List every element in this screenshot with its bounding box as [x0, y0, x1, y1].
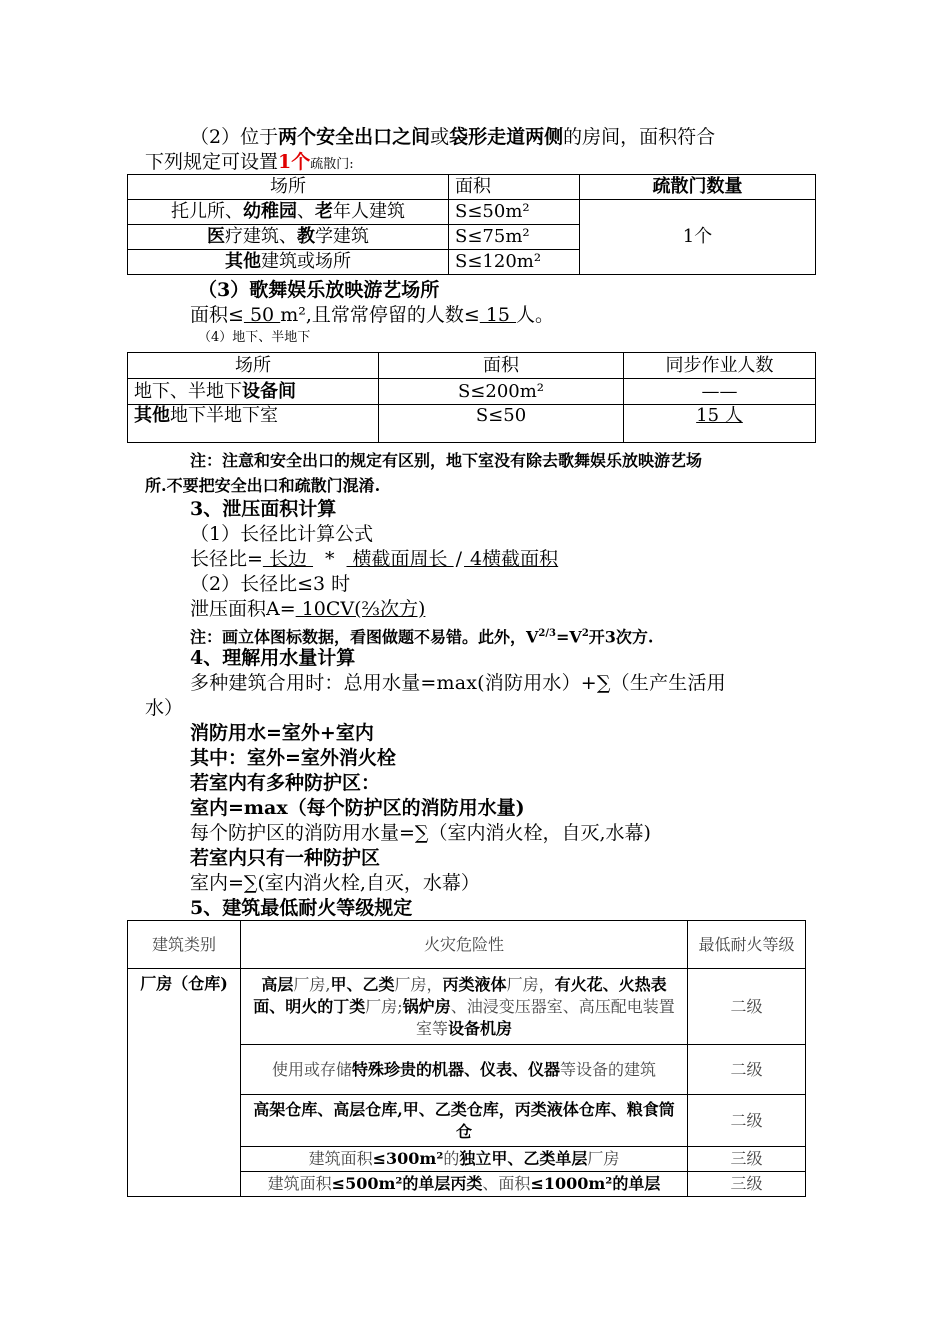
- s4-line9: 室内=∑(室内消火栓,自灭，水幕）: [190, 872, 480, 894]
- table-cell: 1个: [580, 200, 816, 275]
- table-cell: 其他地下半地下室: [128, 405, 379, 443]
- sec2-line1: [190, 125, 715, 149]
- text: 下列规定可设置: [145, 151, 279, 173]
- text: 的房间，面积符合: [563, 126, 716, 148]
- table-cell: 15 人: [624, 405, 816, 443]
- highlight-one: 1个: [278, 151, 311, 173]
- text: 人。: [516, 304, 555, 326]
- sec4-title: （4）地下、半地下: [198, 330, 311, 345]
- table-cell: 三级: [688, 1172, 806, 1197]
- text: 疏散门:: [310, 157, 354, 172]
- table-cell: 二级: [688, 969, 806, 1045]
- table-evacuation-doors: [127, 174, 816, 275]
- table-fire-rating: [127, 920, 806, 1197]
- text: m²,且常常停留的人数≤: [280, 304, 480, 326]
- sec2-line2: [145, 150, 354, 177]
- text: 面积≤: [190, 304, 244, 326]
- s4-title: 4、理解用水量计算: [190, 647, 356, 669]
- s4-line5: 若室内有多种防护区：: [190, 772, 381, 794]
- note1-line1: 注：注意和安全出口的规定有区别，地下室没有除去歌舞娱乐放映游艺场: [190, 451, 703, 470]
- value: 15: [479, 304, 517, 326]
- table-header: 最低耐火等级: [688, 921, 806, 969]
- s3-title: 3、泄压面积计算: [190, 498, 337, 520]
- table-cell: 三级: [688, 1147, 806, 1172]
- bold-text: 两个安全出口之间: [278, 126, 431, 148]
- s3-note: 注：画立体图标数据，看图做题不易错。此外，$V^{2/3}=V^2$开3次方.: [190, 627, 654, 647]
- s3-formula: 长径比= 长边 * 横截面周长 / 4横截面积: [190, 548, 559, 570]
- s3-sub2: （2）长径比≤3 时: [190, 573, 351, 595]
- sec3-line: [190, 303, 554, 327]
- s4-line1: 多种建筑合用时：总用水量=max(消防用水）+∑（生产生活用: [190, 672, 726, 694]
- table-header: 面积: [449, 175, 580, 200]
- s4-line8: 若室内只有一种防护区: [190, 847, 381, 869]
- table-header: 场所: [128, 175, 449, 200]
- table-cell: 使用或存储特殊珍贵的机器、仪表、仪器等设备的建筑: [241, 1045, 688, 1095]
- s3-sub1: （1）长径比计算公式: [190, 523, 374, 545]
- table-cell: 二级: [688, 1045, 806, 1095]
- table-cell: 其他建筑或场所: [128, 250, 449, 275]
- sec3-title: （3）歌舞娱乐放映游艺场所: [198, 279, 440, 301]
- table-cell: 建筑面积≤500m²的单层丙类、面积≤1000m²的单层: [241, 1172, 688, 1197]
- note1-line2: 所.不要把安全出口和疏散门混淆.: [145, 476, 381, 495]
- value: 50: [243, 304, 281, 326]
- table-header: 场所: [128, 353, 379, 379]
- s4-line2: 水）: [145, 697, 184, 719]
- table-cell: 医疗建筑、教学建筑: [128, 225, 449, 250]
- table-cell: 建筑面积≤300m²的独立甲、乙类单层厂房: [241, 1147, 688, 1172]
- table-basement: [127, 352, 816, 443]
- table-header: 建筑类别: [128, 921, 241, 969]
- table-cell: 高架仓库、高层仓库,甲、乙类仓库，丙类液体仓库、粮食筒仓: [241, 1095, 688, 1147]
- table-cell: 二级: [688, 1095, 806, 1147]
- s4-line4: 其中：室外=室外消火栓: [190, 747, 396, 769]
- table-cell: 地下、半地下设备间: [128, 379, 379, 405]
- table-cell: S≤120m²: [449, 250, 580, 275]
- table-cell-category: 厂房（仓库): [128, 969, 241, 1197]
- table-header: 火灾危险性: [241, 921, 688, 969]
- table-cell: 托儿所、幼稚园、老年人建筑: [128, 200, 449, 225]
- table-header: 面积: [379, 353, 624, 379]
- text: （2）位于: [190, 126, 279, 148]
- table-cell: S≤200m²: [379, 379, 624, 405]
- table-cell: S≤75m²: [449, 225, 580, 250]
- table-cell: ——: [624, 379, 816, 405]
- bold-text: 袋形走道两侧: [449, 126, 564, 148]
- table-header: 疏散门数量: [580, 175, 816, 200]
- table-cell: S≤50m²: [449, 200, 580, 225]
- table-cell: 高层厂房,甲、乙类厂房，丙类液体厂房，有火花、火热表面、明火的丁类厂房;锅炉房、油浸变压器室、高压配电装置室等设备机房: [241, 969, 688, 1045]
- table-header: 同步作业人数: [624, 353, 816, 379]
- text: 或: [430, 126, 450, 148]
- s5-title: 5、建筑最低耐火等级规定: [190, 897, 413, 919]
- s4-line7: 每个防护区的消防用水量=∑（室内消火栓，自灭,水幕): [190, 822, 651, 844]
- s4-line3: 消防用水=室外+室内: [190, 722, 374, 744]
- s4-line6: 室内=max（每个防护区的消防用水量): [190, 797, 525, 819]
- table-cell: S≤50: [379, 405, 624, 443]
- s3-area-formula: 泄压面积A= 10CV(⅔次方): [190, 598, 426, 620]
